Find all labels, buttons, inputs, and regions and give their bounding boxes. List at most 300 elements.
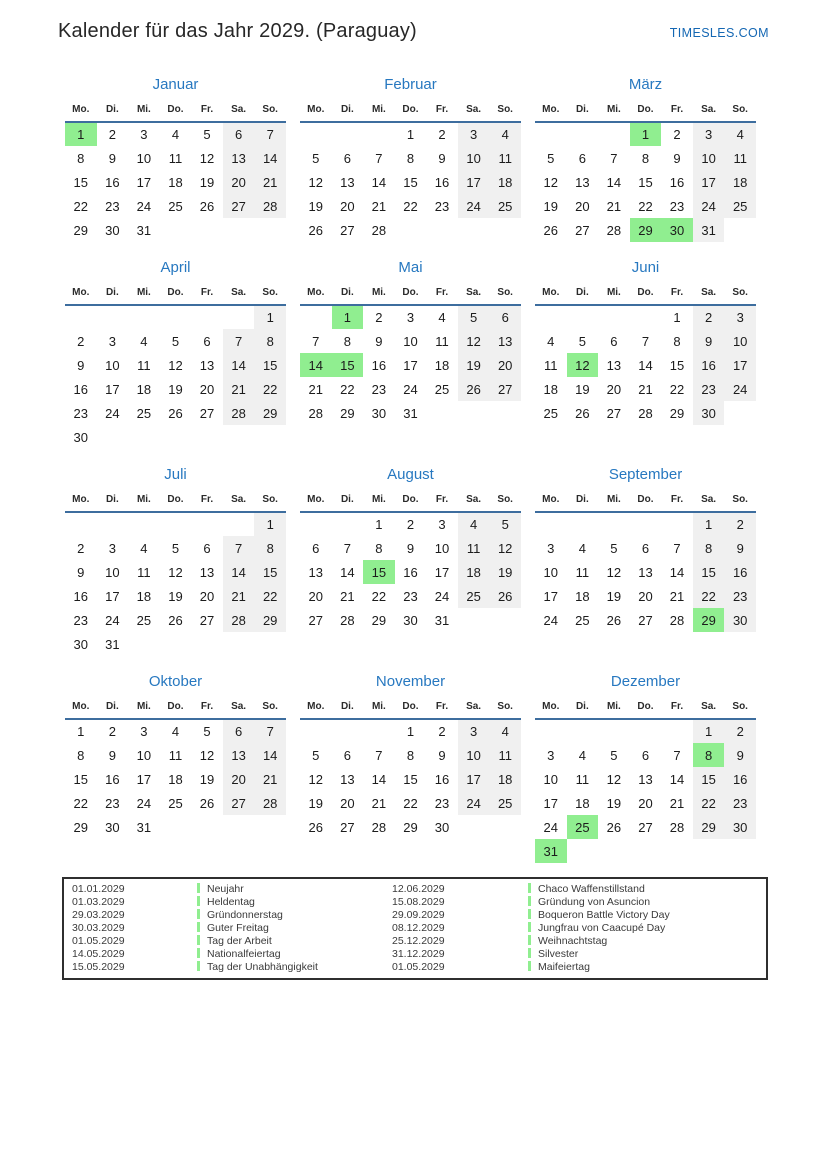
day-cell: 27 xyxy=(489,377,521,401)
week-row xyxy=(65,377,286,401)
day-cell: 1 xyxy=(673,310,681,325)
week-row xyxy=(535,791,756,815)
day-cell xyxy=(598,122,630,146)
day-cell: 30 xyxy=(661,218,693,242)
week-row xyxy=(300,791,521,815)
day-cell: 9 xyxy=(77,357,85,373)
day-cell: 17 xyxy=(403,357,418,373)
week-row xyxy=(300,767,521,791)
day-cell: 24 xyxy=(724,377,756,401)
week-row xyxy=(300,146,521,170)
day-cell: 22 xyxy=(340,381,355,397)
day-cell: 3 xyxy=(140,724,148,739)
day-cell: 26 xyxy=(543,222,559,238)
day-cell xyxy=(567,305,599,329)
day-cell xyxy=(458,608,490,632)
weekday-header: Fr. xyxy=(435,494,449,505)
day-cell: 1 xyxy=(375,517,383,532)
month-title[interactable]: Juli xyxy=(164,466,187,483)
day-cell: 6 xyxy=(343,747,351,763)
day-cell: 5 xyxy=(547,150,555,166)
holiday-name xyxy=(197,909,392,922)
week-row xyxy=(300,584,521,608)
day-cell: 27 xyxy=(199,612,215,628)
day-cell: 4 xyxy=(489,122,521,146)
day-cell xyxy=(598,719,630,743)
week-row xyxy=(535,122,756,146)
day-cell: 28 xyxy=(669,612,685,628)
weekday-header: Fr. xyxy=(670,104,684,115)
holiday-name-text: Gründung von Asuncion xyxy=(538,896,651,908)
day-cell: 14 xyxy=(254,743,286,767)
day-cell: 17 xyxy=(136,174,152,190)
holiday-row xyxy=(64,922,766,935)
week-row xyxy=(65,122,286,146)
day-cell: 16 xyxy=(73,381,89,397)
month-title[interactable]: November xyxy=(375,673,446,690)
day-cell: 15 xyxy=(254,560,286,584)
weekday-header-row xyxy=(65,102,286,122)
weekday-header: Do. xyxy=(402,287,419,298)
day-cell xyxy=(724,218,756,242)
day-cell: 10 xyxy=(543,771,559,787)
day-cell: 2 xyxy=(77,333,85,349)
holiday-name-text: Jungfrau von Caacupé Day xyxy=(538,922,666,934)
day-cell xyxy=(128,512,160,536)
holiday-name xyxy=(528,909,766,922)
weekday-header: Mi. xyxy=(371,494,386,505)
week-row xyxy=(65,608,286,632)
holiday-name xyxy=(528,922,766,935)
holiday-row xyxy=(64,961,766,974)
day-cell xyxy=(332,719,364,743)
day-cell: 21 xyxy=(254,170,286,194)
holiday-row xyxy=(64,896,766,909)
day-cell: 22 xyxy=(254,584,286,608)
day-cell: 22 xyxy=(403,198,418,214)
weekday-header: Fr. xyxy=(435,104,449,115)
day-cell: 29 xyxy=(669,405,685,421)
holiday-name xyxy=(197,961,392,974)
day-cell: 30 xyxy=(403,612,418,628)
day-cell: 18 xyxy=(575,588,590,604)
month-calendar xyxy=(535,258,756,425)
weekday-header-row xyxy=(300,102,521,122)
site-link[interactable]: TIMESLES.COM xyxy=(669,26,769,40)
week-row xyxy=(300,608,521,632)
weekday-header: Mo. xyxy=(542,701,560,712)
weekday-header: Mi. xyxy=(606,494,621,505)
day-cell xyxy=(458,815,490,839)
day-cell: 4 xyxy=(547,333,555,349)
day-cell: 26 xyxy=(489,584,521,608)
day-cell: 25 xyxy=(168,198,183,214)
day-cell: 21 xyxy=(308,381,324,397)
month-title[interactable]: Februar xyxy=(384,76,437,93)
day-cell: 10 xyxy=(105,564,120,580)
day-cell xyxy=(254,815,286,839)
weekday-header: Mi. xyxy=(371,701,386,712)
weekday-header: Sa. xyxy=(701,494,717,505)
month-title[interactable]: September xyxy=(608,466,683,483)
day-cell: 15 xyxy=(363,560,395,584)
weekday-header: Do. xyxy=(167,104,184,115)
weekday-header: Mo. xyxy=(307,494,325,505)
week-row xyxy=(535,767,756,791)
day-cell xyxy=(567,122,599,146)
day-cell: 25 xyxy=(168,795,183,811)
weekday-header: Sa. xyxy=(231,104,247,115)
day-cell: 23 xyxy=(371,381,387,397)
day-cell xyxy=(395,218,427,242)
day-cell: 22 xyxy=(73,795,89,811)
month-calendar xyxy=(65,672,286,839)
day-cell: 23 xyxy=(73,405,89,421)
day-cell: 13 xyxy=(223,146,255,170)
week-row xyxy=(300,743,521,767)
day-cell: 13 xyxy=(606,357,622,373)
day-cell: 5 xyxy=(171,333,180,349)
weekday-header: Mi. xyxy=(606,701,621,712)
day-cell: 3 xyxy=(547,540,555,556)
day-cell: 20 xyxy=(638,588,653,604)
day-cell: 23 xyxy=(105,198,120,214)
day-cell: 4 xyxy=(578,540,586,556)
day-cell: 15 xyxy=(403,174,418,190)
weekday-header: Fr. xyxy=(200,494,214,505)
day-cell: 1 xyxy=(693,512,725,536)
day-cell: 2 xyxy=(406,517,415,532)
holiday-name-text: Nationalfeiertag xyxy=(207,948,281,960)
day-cell: 26 xyxy=(199,198,215,214)
day-cell: 8 xyxy=(254,536,286,560)
day-cell xyxy=(693,839,725,863)
day-cell: 19 xyxy=(308,198,324,214)
day-cell: 9 xyxy=(375,333,383,349)
day-cell: 21 xyxy=(371,198,387,214)
month-table xyxy=(535,285,756,425)
holiday-row xyxy=(64,948,766,961)
day-cell: 12 xyxy=(199,150,215,166)
weekday-header: Fr. xyxy=(200,104,214,115)
day-cell: 20 xyxy=(340,198,355,214)
day-cell: 12 xyxy=(606,771,622,787)
weekday-header-row xyxy=(65,492,286,512)
weekday-header: Di. xyxy=(575,701,589,712)
day-cell: 9 xyxy=(406,540,415,556)
day-cell: 5 xyxy=(578,333,586,349)
day-cell: 4 xyxy=(458,512,490,536)
day-cell: 8 xyxy=(693,536,725,560)
weekday-header: Di. xyxy=(340,287,354,298)
day-cell: 13 xyxy=(638,771,653,787)
holiday-marker xyxy=(528,909,531,919)
day-cell: 20 xyxy=(340,795,355,811)
day-cell: 26 xyxy=(168,612,183,628)
day-cell: 31 xyxy=(434,612,450,628)
day-cell xyxy=(567,512,599,536)
holiday-date: 29.09.2029 xyxy=(392,909,445,921)
day-cell: 23 xyxy=(693,377,725,401)
weekday-header: Do. xyxy=(402,494,419,505)
day-cell: 28 xyxy=(308,405,324,421)
day-cell: 14 xyxy=(669,771,685,787)
week-row xyxy=(535,377,756,401)
day-cell: 29 xyxy=(254,608,286,632)
day-cell xyxy=(535,305,567,329)
weekday-header: Di. xyxy=(105,701,119,712)
day-cell: 20 xyxy=(575,198,590,214)
day-cell: 27 xyxy=(575,222,590,238)
day-cell: 5 xyxy=(610,747,618,763)
month-title[interactable]: Dezember xyxy=(610,673,681,690)
day-cell: 12 xyxy=(543,174,559,190)
day-cell: 13 xyxy=(489,329,521,353)
day-cell: 27 xyxy=(223,791,255,815)
day-cell: 26 xyxy=(458,377,490,401)
day-cell: 30 xyxy=(105,222,120,238)
weekday-header: Mi. xyxy=(606,104,621,115)
day-cell xyxy=(97,512,129,536)
day-cell: 18 xyxy=(168,771,183,787)
day-cell: 10 xyxy=(458,146,490,170)
day-cell xyxy=(300,719,332,743)
day-cell: 17 xyxy=(724,353,756,377)
day-cell: 8 xyxy=(641,150,650,166)
week-row xyxy=(535,218,756,242)
holiday-row xyxy=(64,883,766,896)
day-cell: 12 xyxy=(308,771,324,787)
day-cell: 27 xyxy=(223,194,255,218)
holiday-marker xyxy=(197,935,200,945)
day-cell: 17 xyxy=(458,767,490,791)
day-cell: 24 xyxy=(543,612,559,628)
day-cell: 13 xyxy=(575,174,590,190)
day-cell: 3 xyxy=(458,719,490,743)
weekday-header: Di. xyxy=(575,104,589,115)
day-cell: 19 xyxy=(606,588,622,604)
day-cell: 1 xyxy=(630,122,662,146)
weekday-header-row xyxy=(535,492,756,512)
weekday-header: Do. xyxy=(402,701,419,712)
day-cell: 19 xyxy=(168,588,183,604)
day-cell: 3 xyxy=(724,305,756,329)
day-cell: 22 xyxy=(669,381,685,397)
day-cell: 14 xyxy=(340,564,355,580)
day-cell: 11 xyxy=(544,357,558,373)
day-cell: 23 xyxy=(434,198,450,214)
weekday-header: Sa. xyxy=(701,104,717,115)
holiday-name xyxy=(197,935,392,948)
day-cell: 28 xyxy=(638,405,653,421)
week-row xyxy=(65,584,286,608)
weekday-header-row xyxy=(535,102,756,122)
weekday-header: Di. xyxy=(575,494,589,505)
day-cell: 10 xyxy=(724,329,756,353)
holiday-row xyxy=(64,909,766,922)
weekday-header: Mi. xyxy=(136,287,151,298)
month-title[interactable]: August xyxy=(387,466,434,483)
day-cell: 25 xyxy=(489,791,521,815)
day-cell: 13 xyxy=(340,174,355,190)
day-cell: 29 xyxy=(73,819,89,835)
week-row xyxy=(300,401,521,425)
holiday-date: 12.06.2029 xyxy=(392,883,445,895)
day-cell: 21 xyxy=(371,795,387,811)
day-cell xyxy=(97,425,129,449)
day-cell xyxy=(363,122,395,146)
holiday-name xyxy=(528,896,766,909)
day-cell: 17 xyxy=(693,170,725,194)
day-cell: 4 xyxy=(438,310,446,325)
day-cell: 7 xyxy=(223,329,255,353)
day-cell: 14 xyxy=(606,174,622,190)
day-cell: 7 xyxy=(673,747,681,763)
week-row xyxy=(300,353,521,377)
day-cell: 1 xyxy=(406,127,415,142)
weekday-header-row xyxy=(300,699,521,719)
day-cell xyxy=(160,425,192,449)
weekday-header: Sa. xyxy=(231,287,247,298)
day-cell: 2 xyxy=(438,724,446,739)
day-cell: 21 xyxy=(638,381,653,397)
day-cell: 3 xyxy=(458,122,490,146)
day-cell: 20 xyxy=(223,767,255,791)
month-calendar xyxy=(300,672,521,839)
day-cell xyxy=(254,218,286,242)
day-cell: 28 xyxy=(606,222,622,238)
weekday-header-row xyxy=(65,285,286,305)
day-cell: 6 xyxy=(203,333,211,349)
weekday-header: Sa. xyxy=(466,104,482,115)
day-cell: 3 xyxy=(438,517,446,532)
day-cell: 5 xyxy=(610,540,618,556)
month-table xyxy=(65,492,286,656)
month-title[interactable]: April xyxy=(160,259,191,276)
weekday-header: So. xyxy=(262,701,278,712)
day-cell xyxy=(489,218,521,242)
holiday-date: 15.05.2029 xyxy=(72,961,125,973)
day-cell: 4 xyxy=(724,122,756,146)
holiday-marker xyxy=(197,909,200,919)
holiday-marker xyxy=(528,922,531,932)
week-row xyxy=(535,194,756,218)
weekday-header: So. xyxy=(262,104,278,115)
day-cell: 27 xyxy=(308,612,324,628)
day-cell: 1 xyxy=(65,122,97,146)
holiday-marker xyxy=(197,896,200,906)
day-cell: 13 xyxy=(223,743,255,767)
week-row xyxy=(300,377,521,401)
day-cell: 8 xyxy=(343,333,351,349)
day-cell: 31 xyxy=(105,636,120,652)
weekday-header: So. xyxy=(497,494,513,505)
day-cell: 4 xyxy=(140,540,148,556)
month-title[interactable]: Juni xyxy=(631,259,660,276)
day-cell: 25 xyxy=(543,405,559,421)
week-row xyxy=(65,632,286,656)
day-cell: 9 xyxy=(77,564,85,580)
day-cell: 19 xyxy=(489,560,521,584)
day-cell: 12 xyxy=(567,353,599,377)
day-cell: 1 xyxy=(693,719,725,743)
month-title[interactable]: Oktober xyxy=(148,673,203,690)
holiday-name-text: Weihnachtstag xyxy=(538,935,608,947)
holiday-date: 30.03.2029 xyxy=(72,922,125,934)
day-cell xyxy=(458,401,490,425)
holiday-name-text: Gründonnerstag xyxy=(207,909,283,921)
holiday-name xyxy=(528,883,766,896)
day-cell: 18 xyxy=(136,588,152,604)
weekday-header: So. xyxy=(262,287,278,298)
day-cell: 16 xyxy=(371,357,387,373)
day-cell: 28 xyxy=(669,819,685,835)
weekday-header: Do. xyxy=(167,287,184,298)
weekday-header: Do. xyxy=(167,494,184,505)
day-cell xyxy=(567,719,599,743)
day-cell: 20 xyxy=(223,170,255,194)
weekday-header: Mo. xyxy=(542,287,560,298)
day-cell: 7 xyxy=(254,719,286,743)
day-cell: 3 xyxy=(140,127,148,142)
day-cell: 10 xyxy=(105,357,120,373)
day-cell xyxy=(598,512,630,536)
week-row xyxy=(300,536,521,560)
day-cell: 9 xyxy=(724,536,756,560)
holiday-name xyxy=(528,948,766,961)
day-cell: 19 xyxy=(168,381,183,397)
day-cell: 5 xyxy=(203,724,211,739)
day-cell: 6 xyxy=(223,122,255,146)
day-cell: 8 xyxy=(406,150,415,166)
week-row xyxy=(300,218,521,242)
day-cell: 6 xyxy=(223,719,255,743)
day-cell xyxy=(160,815,192,839)
day-cell xyxy=(630,719,662,743)
weekday-header: Mi. xyxy=(136,104,151,115)
day-cell: 5 xyxy=(171,540,180,556)
day-cell: 4 xyxy=(578,747,586,763)
day-cell xyxy=(630,839,662,863)
day-cell: 26 xyxy=(606,612,622,628)
week-row xyxy=(535,839,756,863)
day-cell: 8 xyxy=(77,747,85,763)
day-cell: 4 xyxy=(140,333,148,349)
day-cell: 24 xyxy=(403,381,418,397)
day-cell: 30 xyxy=(105,819,120,835)
day-cell: 28 xyxy=(254,194,286,218)
month-title[interactable]: März xyxy=(628,76,663,93)
weekday-header-row xyxy=(300,492,521,512)
month-calendar xyxy=(300,465,521,632)
day-cell: 14 xyxy=(371,174,387,190)
weekday-header: Di. xyxy=(340,701,354,712)
week-row xyxy=(65,815,286,839)
weekday-header: So. xyxy=(732,494,748,505)
day-cell xyxy=(630,305,662,329)
holiday-name-text: Tag der Arbeit xyxy=(207,935,272,947)
month-title[interactable]: Januar xyxy=(152,76,199,93)
weekday-header: Mi. xyxy=(371,287,386,298)
day-cell: 6 xyxy=(489,305,521,329)
day-cell xyxy=(535,122,567,146)
month-title[interactable]: Mai xyxy=(398,259,423,276)
day-cell: 1 xyxy=(406,724,415,739)
holiday-name-text: Heldentag xyxy=(207,896,255,908)
holiday-name-text: Chaco Waffenstillstand xyxy=(538,883,645,895)
day-cell: 3 xyxy=(547,747,555,763)
day-cell: 28 xyxy=(371,819,387,835)
